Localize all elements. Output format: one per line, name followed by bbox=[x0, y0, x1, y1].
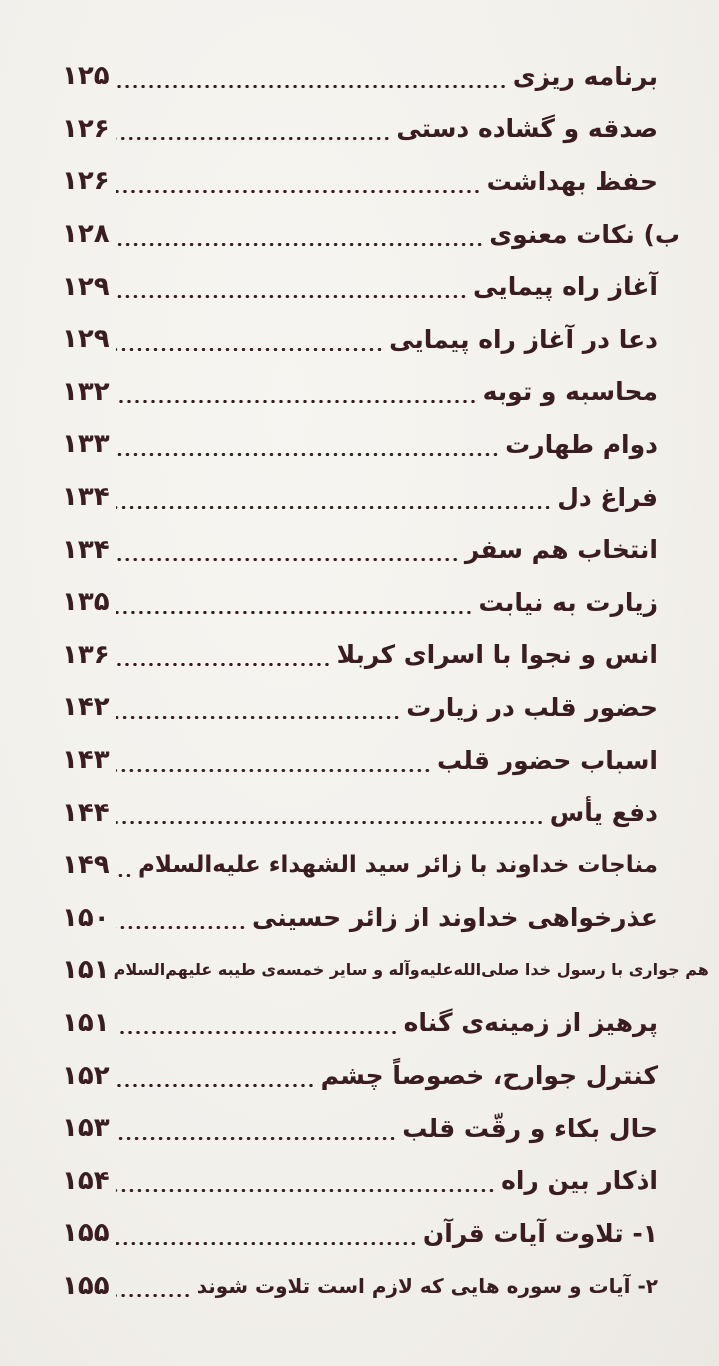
toc-entry-title: دوام طهارت bbox=[505, 429, 658, 459]
toc-entry-title: حضور قلب در زیارت bbox=[406, 692, 658, 722]
dot-leader bbox=[116, 611, 473, 614]
toc-page-number: ۱۵۴ bbox=[62, 1165, 110, 1196]
dot-leader bbox=[116, 137, 391, 140]
dot-leader bbox=[116, 453, 499, 456]
toc-entry-title: عذرخواهی خداوند از زائر حسینی bbox=[251, 903, 658, 933]
toc-entry-title: ب) نکات معنوی bbox=[489, 219, 680, 249]
toc-entry bbox=[62, 1102, 658, 1155]
toc-entry-title: پرهیز از زمینه‌ی گناه bbox=[403, 1008, 658, 1038]
toc-section-heading bbox=[62, 208, 680, 261]
toc-entry-title: حال بکاء و رقّت قلب bbox=[402, 1113, 658, 1143]
dot-leader bbox=[116, 926, 246, 929]
dot-leader bbox=[116, 558, 459, 561]
dot-leader bbox=[116, 190, 481, 193]
dot-leader bbox=[116, 874, 132, 877]
toc-page-number: ۱۳۳ bbox=[62, 429, 110, 460]
toc-entry-title: دعا در آغاز راه پیمایی bbox=[389, 324, 658, 354]
toc-entry-title: زیارت به نیابت bbox=[478, 587, 658, 617]
toc-page-number: ۱۲۸ bbox=[62, 219, 110, 250]
dot-leader bbox=[116, 1189, 495, 1192]
toc-page-number: ۱۵۳ bbox=[62, 1113, 110, 1144]
toc-page-number: ۱۳۴ bbox=[62, 482, 110, 513]
toc-page-number: ۱۲۶ bbox=[62, 166, 110, 197]
toc-entry-title: آغاز راه پیمایی bbox=[473, 272, 658, 302]
dot-leader bbox=[116, 295, 467, 298]
toc-entry-title: صدقه و گشاده دستی bbox=[396, 114, 658, 144]
table-of-contents bbox=[62, 50, 709, 1312]
toc-entry-title: محاسبه و توبه bbox=[482, 377, 658, 407]
toc-entry-title: انس و نجوا با اسرای کربلا bbox=[336, 640, 658, 670]
toc-entry bbox=[62, 629, 658, 682]
dot-leader bbox=[116, 1137, 397, 1140]
toc-page-number: ۱۳۶ bbox=[62, 639, 110, 670]
dot-leader bbox=[116, 1084, 315, 1087]
dot-leader bbox=[116, 400, 477, 403]
toc-page-number: ۱۳۲ bbox=[62, 376, 110, 407]
toc-entry bbox=[62, 366, 658, 419]
dot-leader bbox=[116, 769, 431, 772]
toc-page-number: ۱۲۶ bbox=[62, 113, 110, 144]
toc-entry bbox=[62, 50, 658, 103]
toc-entry-title: اذکار بین راه bbox=[501, 1166, 658, 1196]
toc-entry bbox=[62, 1154, 658, 1207]
dot-leader bbox=[116, 1031, 398, 1034]
toc-entry-title: دفع یأس bbox=[549, 798, 658, 828]
toc-page-number: ۱۲۵ bbox=[62, 61, 110, 92]
dot-leader bbox=[116, 348, 383, 351]
dot-leader bbox=[116, 1242, 417, 1245]
toc-page-number: ۱۵۰ bbox=[62, 902, 110, 933]
toc-entry-title: ۲- آیات و سوره هایی که لازم است تلاوت شوند bbox=[196, 1273, 658, 1298]
toc-entry bbox=[62, 786, 658, 839]
toc-entry-title: ۱- تلاوت آیات قرآن bbox=[422, 1218, 658, 1248]
toc-entry bbox=[62, 103, 658, 156]
toc-page-number: ۱۴۲ bbox=[62, 692, 110, 723]
toc-entry bbox=[62, 997, 658, 1050]
dot-leader bbox=[116, 821, 544, 824]
toc-page-number: ۱۲۹ bbox=[62, 271, 110, 302]
toc-entry-title: اسباب حضور قلب bbox=[436, 745, 658, 775]
toc-page-number: ۱۴۹ bbox=[62, 850, 110, 881]
toc-entry-title: هم جواری با رسول خدا صلی‌الله‌علیه‌وآله و سایر خمسه‌ی طیبه علیهم‌السلام bbox=[113, 960, 709, 980]
toc-entry bbox=[62, 1049, 658, 1102]
toc-page-number: ۱۵۲ bbox=[62, 1060, 110, 1091]
toc-entry bbox=[62, 313, 658, 366]
dot-leader bbox=[116, 506, 552, 509]
toc-entry bbox=[62, 1260, 658, 1313]
toc-entry bbox=[62, 944, 709, 997]
toc-page-number: ۱۲۹ bbox=[62, 324, 110, 355]
toc-entry-title: فراغ دل bbox=[557, 482, 658, 512]
toc-entry-title: حفظ بهداشت bbox=[486, 166, 658, 196]
toc-entry bbox=[62, 418, 658, 471]
toc-entry-title: برنامه ریزی bbox=[512, 61, 658, 91]
toc-entry bbox=[62, 576, 658, 629]
dot-leader bbox=[116, 85, 507, 88]
toc-entry-title: انتخاب هم سفر bbox=[464, 535, 658, 565]
dot-leader bbox=[116, 663, 331, 666]
toc-entry bbox=[62, 1207, 658, 1260]
toc-page-number: ۱۵۱ bbox=[62, 955, 110, 986]
toc-page-number: ۱۴۴ bbox=[62, 797, 110, 828]
toc-entry-title: مناجات خداوند با زائر سید الشهداء علیه‌السلام bbox=[138, 851, 658, 878]
toc-page-number: ۱۵۵ bbox=[62, 1218, 110, 1249]
toc-entry bbox=[62, 681, 658, 734]
toc-page-number: ۱۳۴ bbox=[62, 534, 110, 565]
toc-page-number: ۱۵۱ bbox=[62, 1007, 110, 1038]
toc-entry bbox=[62, 260, 658, 313]
toc-page-number: ۱۵۵ bbox=[62, 1270, 110, 1301]
toc-entry bbox=[62, 471, 658, 524]
toc-entry bbox=[62, 839, 658, 892]
toc-entry-title: کنترل جوارح، خصوصاً چشم bbox=[320, 1061, 658, 1091]
dot-leader bbox=[116, 716, 401, 719]
toc-entry bbox=[62, 734, 658, 787]
toc-page-number: ۱۴۳ bbox=[62, 745, 110, 776]
toc-page-number: ۱۳۵ bbox=[62, 587, 110, 618]
toc-entry bbox=[62, 155, 658, 208]
dot-leader bbox=[116, 1294, 191, 1297]
dot-leader bbox=[116, 243, 484, 246]
toc-entry bbox=[62, 892, 658, 945]
toc-entry bbox=[62, 523, 658, 576]
